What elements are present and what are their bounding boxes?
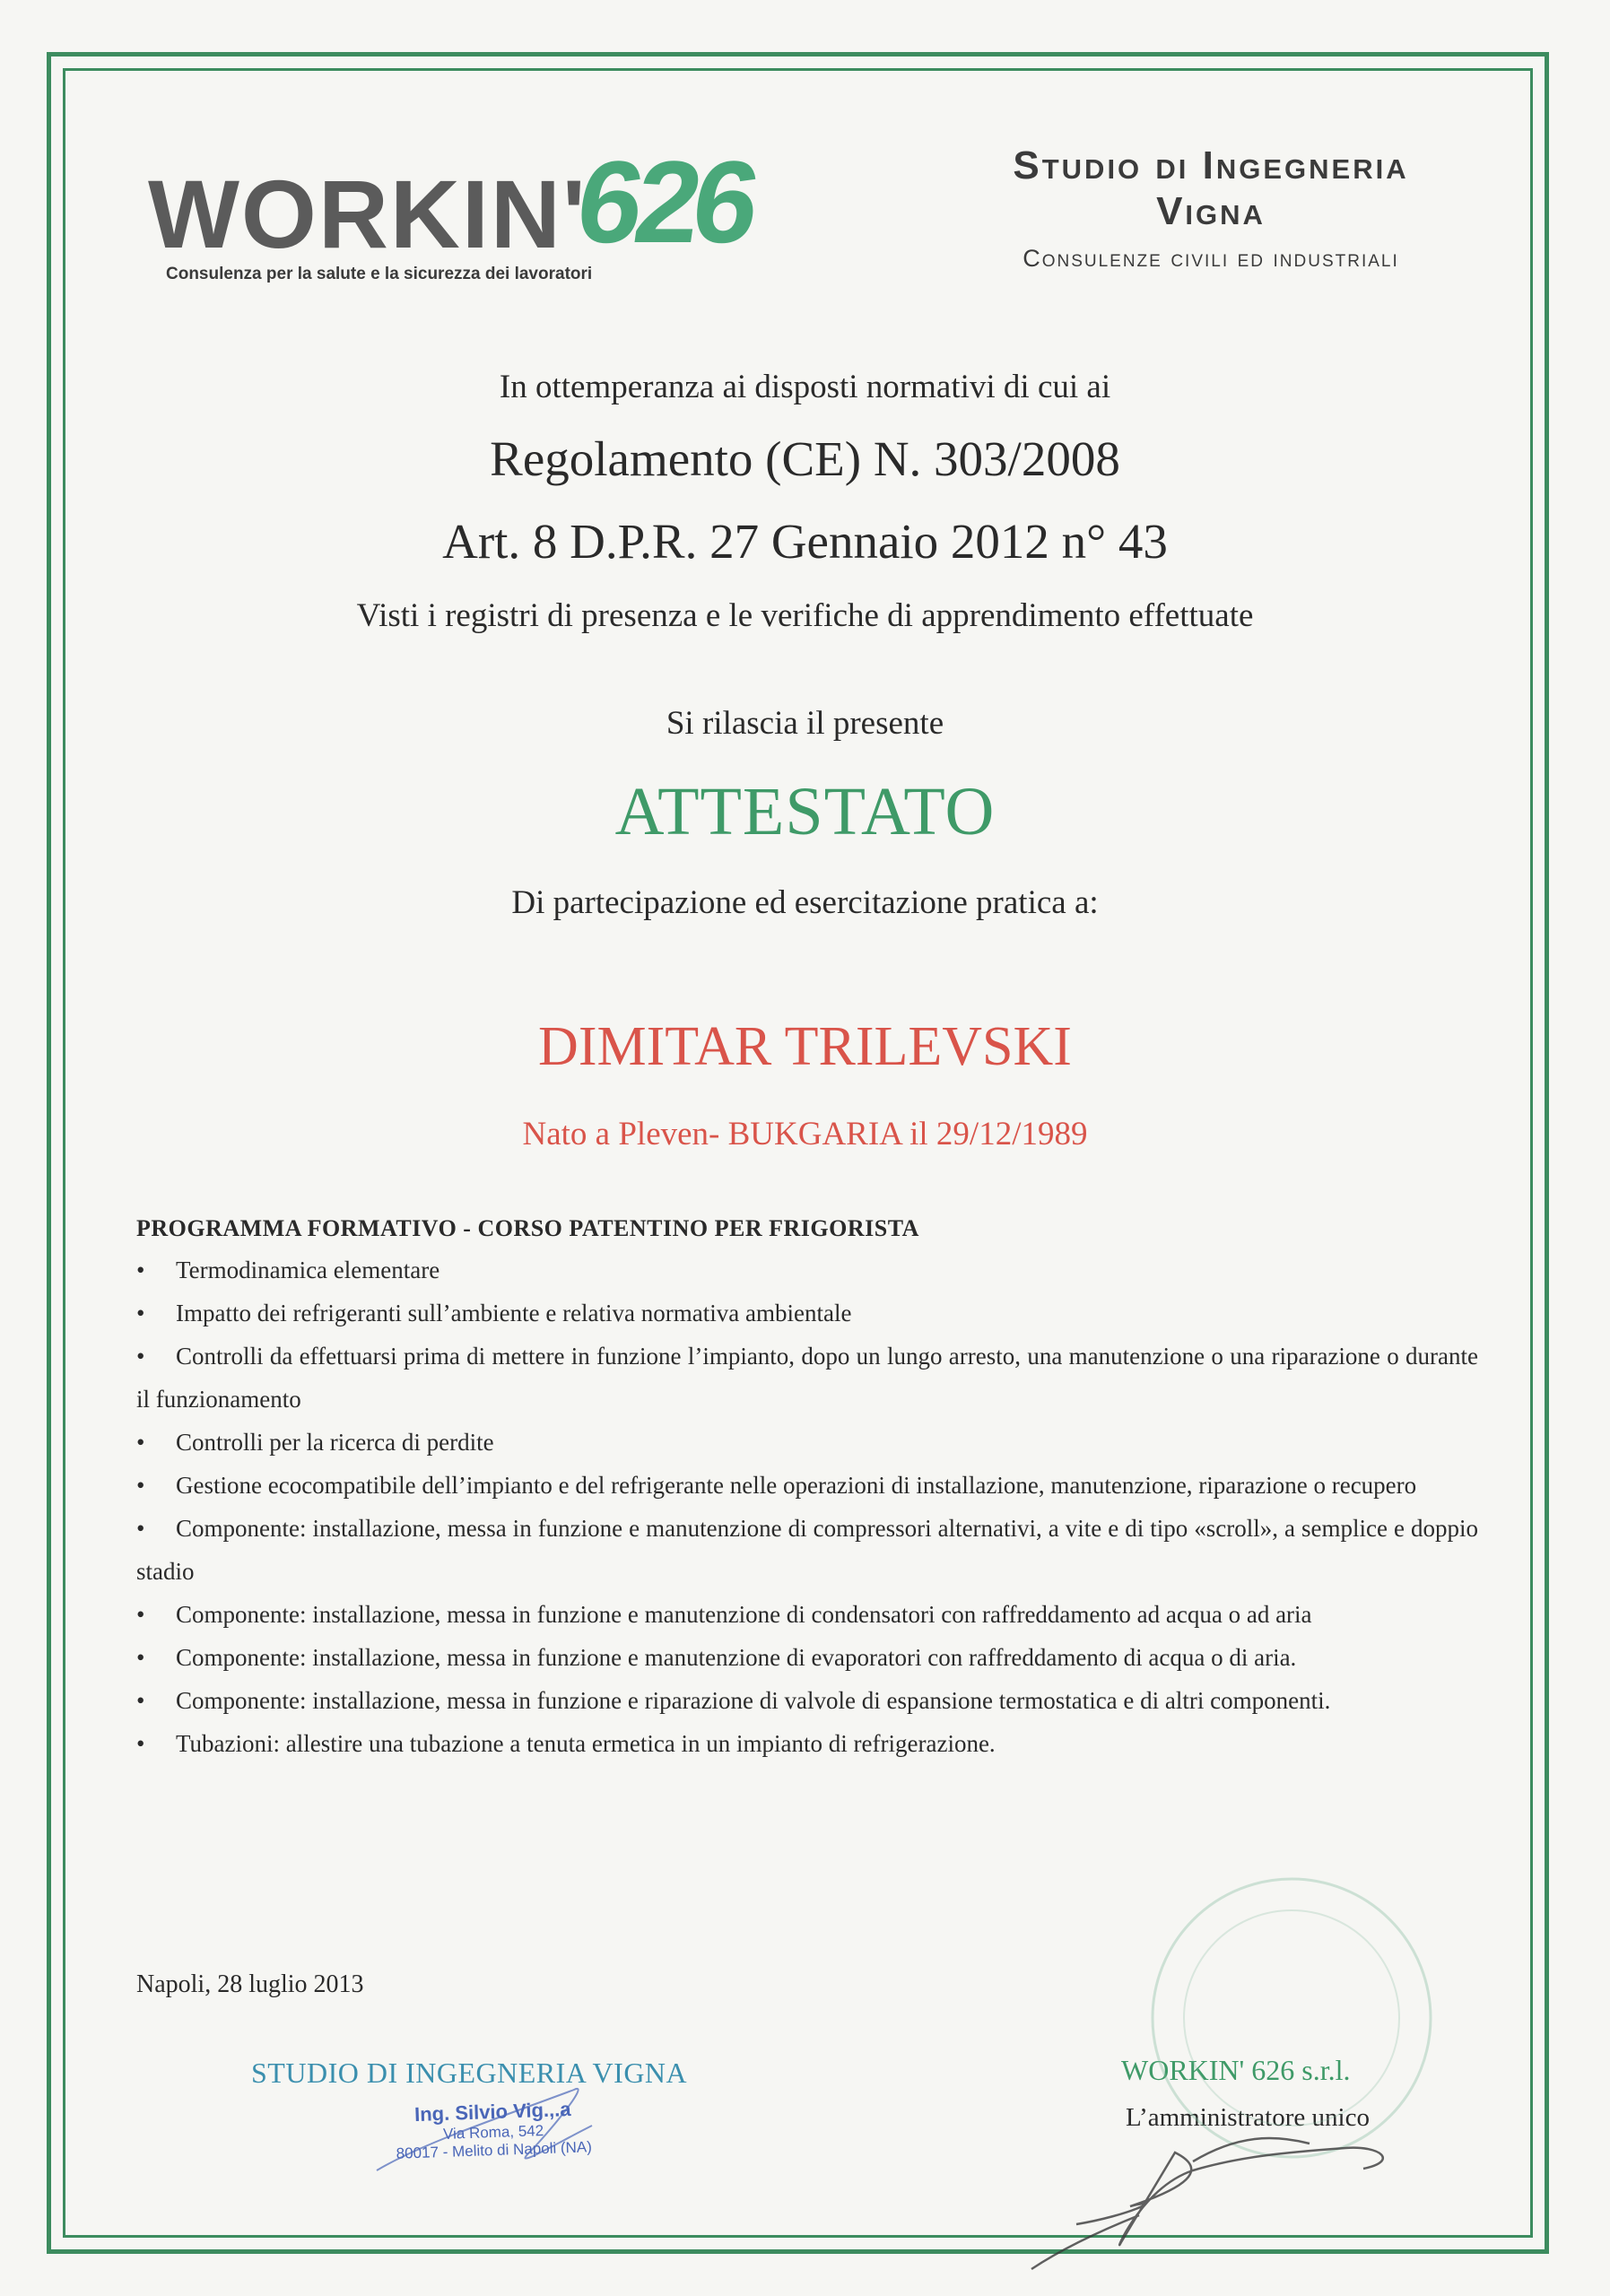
- regulation-text: Regolamento (CE) N. 303/2008: [490, 431, 1120, 486]
- list-item: • Componente: installazione, messa in funzione e manutenzione di evaporatori con raffreddamento di acqua o di aria.: [136, 1636, 1478, 1679]
- participation-text: Di partecipazione ed esercitazione pratica a:: [511, 884, 1099, 921]
- bullet-icon: •: [136, 1644, 145, 1671]
- bullet-icon: •: [136, 1472, 145, 1499]
- stamp-name: Ing. Silvio Vig.,.a: [413, 2097, 571, 2126]
- intro-text: In ottemperanza ai disposti normativi di cui ai: [499, 369, 1111, 405]
- issue-date: Napoli, 28 luglio 2013: [136, 1970, 364, 1998]
- bullet-icon: •: [136, 1601, 145, 1628]
- right-signatory-role: L’amministratore unico: [1126, 2103, 1370, 2132]
- left-signature: [377, 2089, 592, 2170]
- certificate-title: ATTESTATO: [614, 774, 996, 849]
- logo-number: 626: [569, 136, 761, 267]
- logo-word: WORKIN': [148, 160, 587, 268]
- bullet-icon: •: [136, 1343, 145, 1370]
- list-item: • Componente: installazione, messa in funzione e manutenzione di condensatori con raffreddamento ad acqua o ad aria: [136, 1593, 1478, 1636]
- list-item: • Impatto dei refrigeranti sull’ambiente e relativa normativa ambientale: [136, 1292, 1478, 1335]
- bullet-icon: •: [136, 1730, 145, 1757]
- program-title: PROGRAMMA FORMATIVO - CORSO PATENTINO PER FRIGORISTA: [136, 1215, 919, 1241]
- list-item: • Tubazioni: allestire una tubazione a tenuta ermetica in un impianto di refrigerazione.: [136, 1722, 1478, 1765]
- bullet-icon: •: [136, 1687, 145, 1714]
- bullet-icon: •: [136, 1429, 145, 1456]
- right-signature: [1031, 2138, 1383, 2269]
- stamp-address-line2: 80017 - Melito di Napoli (NA): [396, 2138, 593, 2162]
- list-item: • Componente: installazione, messa in funzione e manutenzione di compressori alternativi, a vite e di tipo «scroll», a semplice e doppio stadio: [136, 1507, 1478, 1593]
- bullet-icon: •: [136, 1515, 145, 1542]
- list-item: • Controlli da effettuarsi prima di mettere in funzione l’impianto, dopo un lungo arresto, una manutenzione o una riparazione o durante il funzionamento: [136, 1335, 1478, 1421]
- list-item: • Termodinamica elementare: [136, 1248, 1478, 1292]
- studio-subtitle: Consulenze civili ed industriali: [1023, 245, 1399, 273]
- list-item: • Gestione ecocompatibile dell’impianto e del refrigerante nelle operazioni di installazione, manutenzione, riparazione o recupero: [136, 1464, 1478, 1507]
- list-item: • Controlli per la ricerca di perdite: [136, 1421, 1478, 1464]
- studio-title-line2: Vigna: [1156, 188, 1266, 233]
- article-text: Art. 8 D.P.R. 27 Gennaio 2012 n° 43: [442, 514, 1168, 569]
- birth-info: Nato a Pleven- BUKGARIA il 29/12/1989: [522, 1116, 1088, 1152]
- right-signatory: WORKIN' 626 s.r.l.: [1121, 2054, 1351, 2086]
- recipient-name: DIMITAR TRILEVSKI: [538, 1016, 1072, 1077]
- company-seal-icon: [1153, 1879, 1431, 2157]
- company-seal-inner: [1184, 1910, 1399, 2126]
- logo-tagline: Consulenza per la salute e la sicurezza dei lavoratori: [166, 265, 593, 283]
- bullet-icon: •: [136, 1257, 145, 1283]
- left-signatory: STUDIO DI INGEGNERIA VIGNA: [251, 2057, 688, 2089]
- list-item: • Componente: installazione, messa in funzione e riparazione di valvole di espansione termostatica e di altri componenti.: [136, 1679, 1478, 1722]
- bullet-icon: •: [136, 1300, 145, 1326]
- rilascia-text: Si rilascia il presente: [666, 705, 944, 742]
- stamp-address-line1: Via Roma, 542: [442, 2122, 544, 2143]
- visti-text: Visti i registri di presenza e le verifiche di apprendimento effettuate: [356, 597, 1254, 634]
- studio-title-line1: Studio di Ingegneria: [1013, 144, 1409, 187]
